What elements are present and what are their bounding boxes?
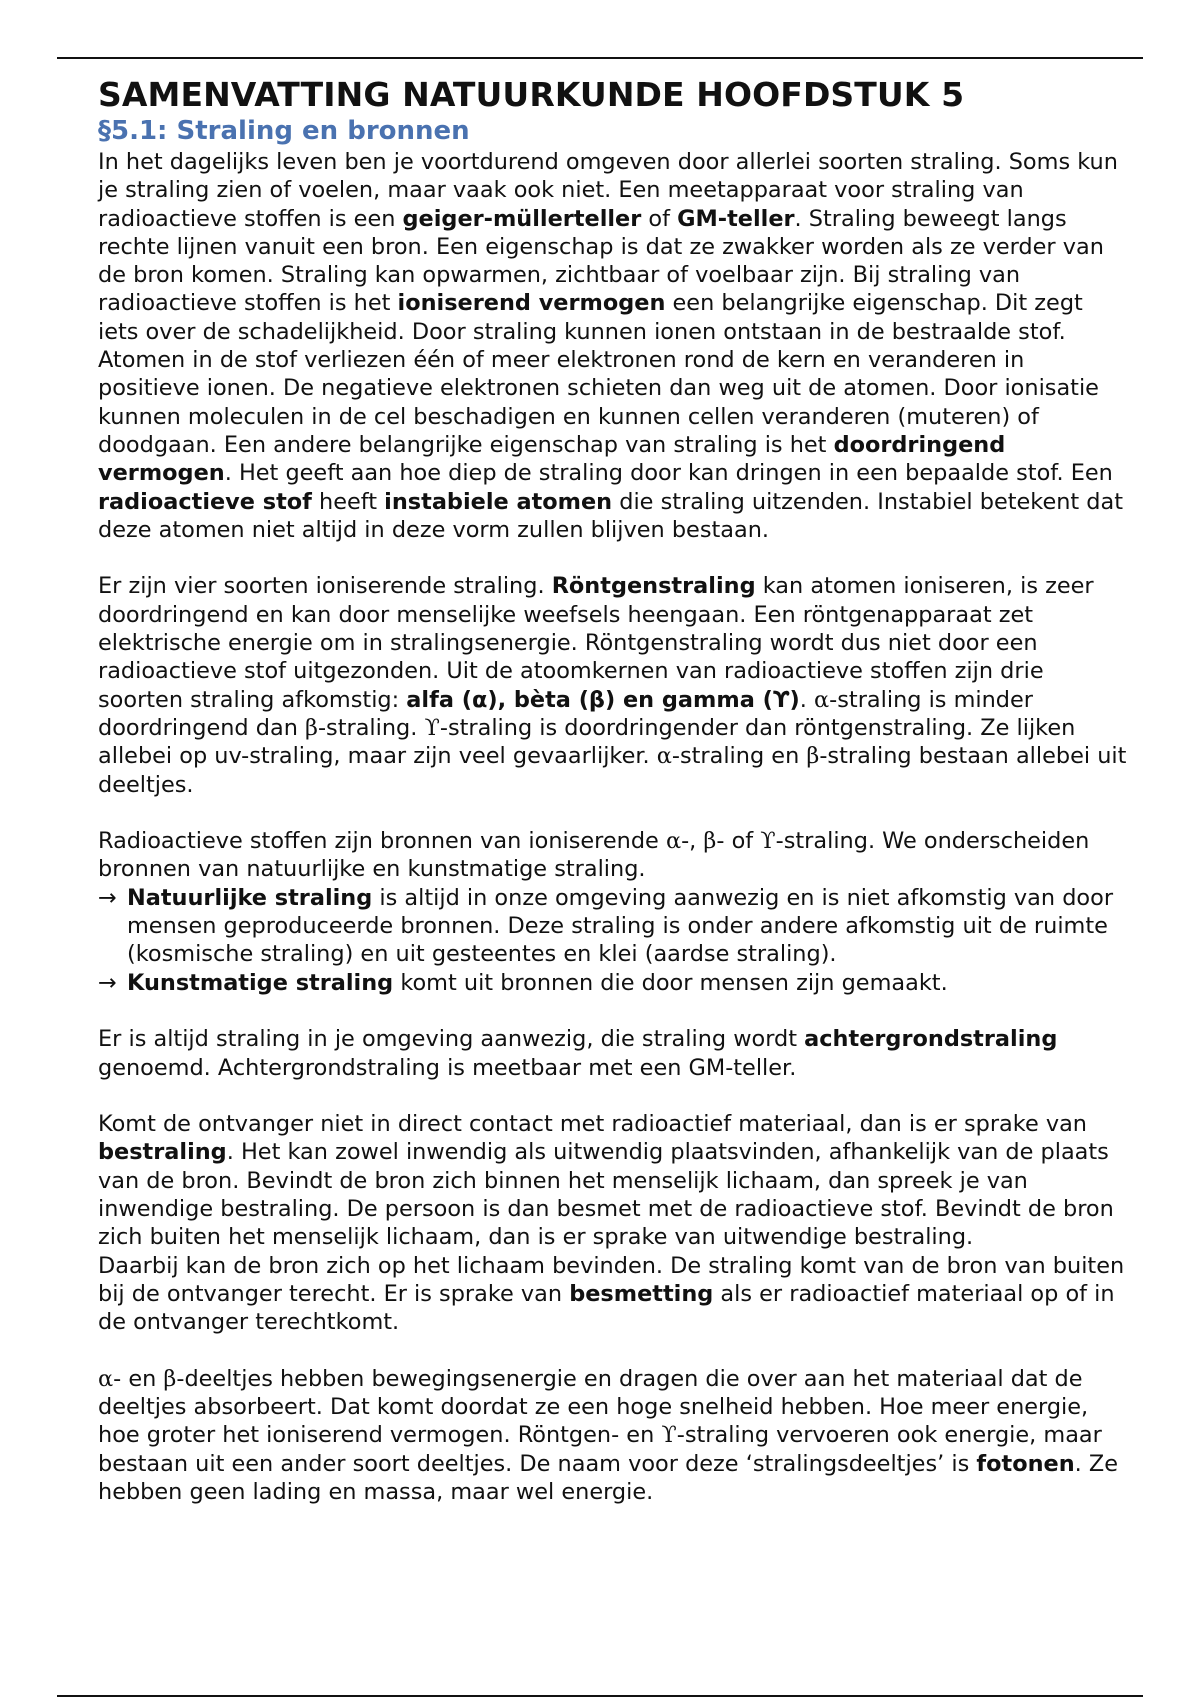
term-kunstmatige-straling: Kunstmatige straling — [127, 969, 394, 996]
alpha-symbol: α — [656, 743, 672, 770]
term-gm-teller: GM-teller — [677, 205, 795, 232]
beta-symbol: β — [806, 743, 820, 770]
gamma-symbol: ϒ — [760, 828, 776, 855]
term-alfa-beta-gamma: alfa (α), bèta (β) en gamma (ϒ) — [406, 686, 800, 713]
paragraph-besmetting: Daarbij kan de bron zich op het lichaam bevinden. De straling komt van de bron van buiten bij de ontvanger terecht. Er is sprake van besmetting als er radioactief materiaal op of in de ontvanger terechtkomt. — [98, 1252, 1125, 1336]
term-rontgenstraling: Röntgenstraling — [551, 573, 756, 600]
list-item-natuurlijke-straling: → Natuurlijke straling is altijd in onze omgeving aanwezig en is niet afkomstig van door mensen geproduceerde bronnen. Deze straling is onder andere afkomstig uit de ruimte (kosmische straling) en uit gesteentes en klei (aardse straling). — [98, 884, 1114, 968]
term-radioactieve-stof: radioactieve stof — [98, 488, 312, 515]
document-body — [98, 70, 1128, 1506]
beta-symbol: β — [305, 714, 318, 741]
alpha-symbol: α — [814, 686, 830, 713]
term-instabiele-atomen: instabiele atomen — [384, 488, 613, 515]
term-geiger-mullerteller: geiger-müllerteller — [402, 205, 642, 232]
section-heading: §5.1: Straling en bronnen — [98, 116, 470, 146]
term-achtergrondstraling: achtergrondstraling — [804, 1026, 1058, 1053]
paragraph-bestraling: Komt de ontvanger niet in direct contact met radioactief materiaal, dan is er sprake van bestraling. Het kan zowel inwendig als uitwendig plaatsvinden, afhankelijk van de plaats van de bron. Bevindt de bron zich binnen het menselijk lichaam, dan spreek je van inwendige bestraling. De persoon is dan besmet met de radioactieve stof. Bevindt de bron zich buiten het menselijk lichaam, dan is er sprake van uitwendige bestraling. — [98, 1111, 1114, 1251]
list-item-kunstmatige-straling: → Kunstmatige straling komt uit bronnen die door mensen zijn gemaakt. — [98, 969, 948, 996]
arrow-icon: → — [98, 884, 117, 911]
paragraph-achtergrondstraling: Er is altijd straling in je omgeving aanwezig, die straling wordt achtergrondstraling genoemd. Achtergrondstraling is meetbaar met een GM-teller. — [98, 1026, 1058, 1081]
beta-symbol: β — [703, 828, 717, 855]
document-title: SAMENVATTING NATUURKUNDE HOOFDSTUK 5 — [98, 75, 965, 114]
term-doordringend-vermogen: doordringend vermogen — [98, 431, 1006, 487]
beta-symbol: β — [163, 1365, 177, 1392]
gamma-symbol: ϒ — [661, 1422, 677, 1449]
term-natuurlijke-straling: Natuurlijke straling — [127, 884, 373, 911]
paragraph-gap — [98, 799, 1128, 827]
gamma-symbol: ϒ — [424, 714, 440, 741]
alpha-symbol: α — [665, 828, 682, 855]
term-besmetting: besmetting — [569, 1280, 714, 1307]
bottom-rule — [57, 1695, 1143, 1697]
top-rule — [57, 57, 1143, 59]
paragraph-bronnen: Radioactieve stoffen zijn bronnen van ioniserende α-, β- of ϒ-straling. We onderscheiden bronnen van natuurlijke en kunstmatige straling. — [98, 828, 1090, 883]
paragraph-deeltjes-energie: α- en β-deeltjes hebben bewegingsenergie en dragen die over aan het materiaal dat de deeltjes absorbeert. Dat komt doordat ze een hoge snelheid hebben. Hoe meer energie, hoe groter het ioniserend vermogen. Röntgen- en ϒ-straling vervoeren ook energie, maar bestaan uit een ander soort deeltjes. De naam voor deze ‘stralingsdeeltjes’ is fotonen. Ze hebben geen lading en massa, maar wel energie. — [98, 1365, 1119, 1505]
paragraph-gap — [98, 997, 1128, 1025]
term-ioniserend-vermogen: ioniserend vermogen — [397, 290, 666, 317]
paragraph-intro: In het dagelijks leven ben je voortdurend omgeven door allerlei soorten straling. Soms kun je straling zien of voelen, maar vaak ook niet. Een meetapparaat voor straling van radioactieve stoffen is een geiger-müllerteller of GM-teller. Straling beweegt langs rechte lijnen vanuit een bron. Een eigenschap is dat ze zwakker worden als ze verder van de bron komen. Straling kan opwarmen, zichtbaar of voelbaar zijn. Bij straling van radioactieve stoffen is het ioniserend vermogen een belangrijke eigenschap. Dit zegt iets over de schadelijkheid. Door straling kunnen ionen ontstaan in de bestraalde stof. Atomen in de stof verliezen één of meer elektronen rond de kern en veranderen in positieve ionen. De negatieve elektronen schieten dan weg uit de atomen. Door ionisatie kunnen moleculen in de cel beschadigen en kunnen cellen veranderen (muteren) of doodgaan. Een andere belangrijke eigenschap van straling is het doordringend vermogen. Het geeft aan hoe diep de straling door kan dringen in een bepaalde stof. Een radioactieve stof heeft instabiele atomen die straling uitzenden. Instabiel betekent dat deze atomen niet altijd in deze vorm zullen blijven bestaan. — [98, 149, 1124, 543]
term-bestraling: bestraling — [98, 1139, 227, 1166]
alpha-symbol: α — [98, 1365, 114, 1392]
term-fotonen: fotonen — [976, 1450, 1075, 1477]
paragraph-straling-soorten: Er zijn vier soorten ioniserende straling. Röntgenstraling kan atomen ioniseren, is zeer doordringend en kan door menselijke weefsels heengaan. Een röntgenapparaat zet elektrische energie om in stralingsenergie. Röntgenstraling wordt dus niet door een radioactieve stof uitgezonden. Uit de atoomkernen van radioactieve stoffen zijn drie soorten straling afkomstig: alfa (α), bèta (β) en gamma (ϒ). α-straling is minder doordringend dan β-straling. ϒ-straling is doordringender dan röntgenstraling. Ze lijken allebei op uv-straling, maar zijn veel gevaarlijker. α-straling en β-straling bestaan allebei uit deeltjes. — [98, 573, 1127, 798]
paragraph-gap — [98, 1336, 1128, 1364]
paragraph-gap — [98, 1082, 1128, 1110]
arrow-icon: → — [98, 969, 117, 996]
paragraph-gap — [98, 544, 1128, 572]
